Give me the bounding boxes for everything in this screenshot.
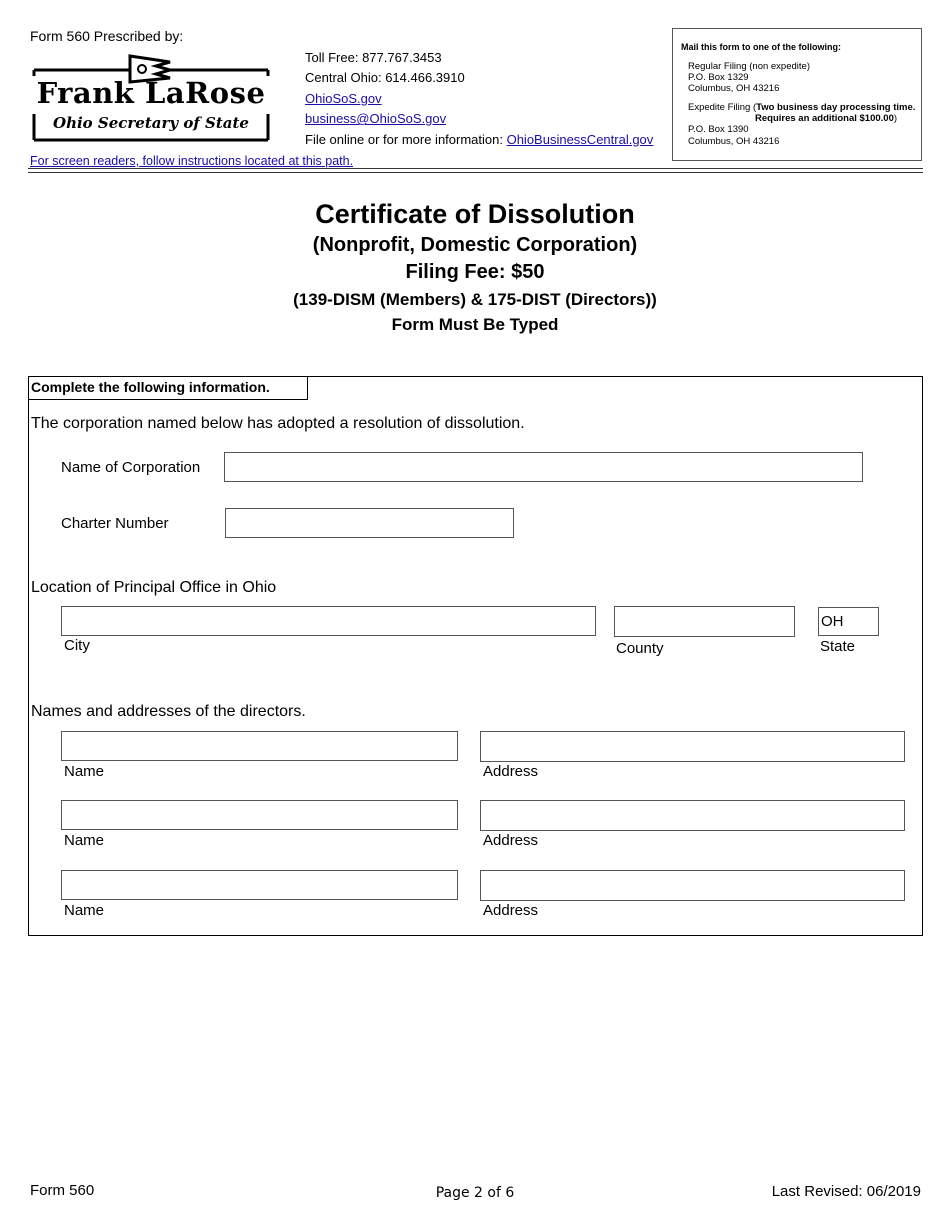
- email-link[interactable]: business@OhioSoS.gov: [305, 111, 447, 127]
- filing-fee: Filing Fee: $50: [405, 261, 545, 283]
- director-address-input[interactable]: [481, 732, 904, 761]
- county-input[interactable]: [615, 607, 794, 636]
- regular-po-box: P.O. Box 1329: [688, 72, 749, 84]
- form-must-be-typed: Form Must Be Typed: [391, 315, 559, 334]
- director-address-input[interactable]: [481, 871, 904, 900]
- director-name-field[interactable]: [61, 870, 458, 900]
- city-label: City: [64, 637, 90, 654]
- filing-codes: (139-DISM (Members) & 175-DIST (Directors)): [293, 290, 657, 309]
- director-address-input[interactable]: [481, 801, 904, 830]
- corporation-name-label: Name of Corporation: [61, 459, 201, 476]
- director-name-input[interactable]: [62, 801, 457, 829]
- regular-filing: [688, 61, 810, 95]
- location-heading: Location of Principal Office in Ohio: [31, 579, 277, 596]
- state-field[interactable]: [818, 607, 879, 636]
- toll-free: Toll Free: 877.767.3453: [305, 50, 442, 65]
- regular-filing-label: Regular Filing (non expedite): [688, 61, 810, 72]
- director-address-label: Address: [483, 763, 539, 780]
- director-name-label: Name: [64, 763, 105, 780]
- director-name-field[interactable]: [61, 731, 458, 761]
- logo-subtitle: Ohio Secretary of State: [53, 114, 249, 132]
- header-rule-bottom: [28, 172, 923, 173]
- sos-logo: [30, 52, 272, 144]
- form-section: [28, 376, 923, 936]
- director-address-field[interactable]: [480, 800, 905, 831]
- charter-number-input[interactable]: [226, 509, 513, 537]
- expedite-prefix: Expedite Filing (: [688, 102, 757, 113]
- city-field[interactable]: [61, 606, 596, 636]
- page-title: Certificate of Dissolution: [315, 199, 635, 229]
- website-link[interactable]: OhioSoS.gov: [305, 90, 382, 106]
- director-name-field[interactable]: [61, 800, 458, 830]
- expedite-filing: [688, 102, 918, 147]
- section-tab: Complete the following information.: [29, 377, 308, 400]
- file-online-line: [305, 130, 653, 150]
- county-field[interactable]: [614, 606, 795, 637]
- director-name-input[interactable]: [62, 732, 457, 760]
- mail-instructions-box: [672, 28, 922, 161]
- charter-number-label: Charter Number: [61, 515, 169, 532]
- director-address-label: Address: [483, 902, 539, 919]
- director-address-label: Address: [483, 832, 539, 849]
- expedite-city: Columbus, OH 43216: [688, 135, 780, 147]
- mail-box-title: Mail this form to one of the following:: [681, 42, 841, 52]
- page-subtitle: (Nonprofit, Domestic Corporation): [312, 234, 638, 256]
- state-input[interactable]: [819, 608, 878, 635]
- expedite-suffix: ): [893, 113, 898, 125]
- title-block: [0, 196, 950, 336]
- director-name-label: Name: [64, 902, 105, 919]
- footer-page-number: Page 2 of 6: [435, 1185, 515, 1201]
- expedite-note-2: Requires an additional $100.00: [755, 113, 894, 125]
- footer-last-revised: Last Revised: 06/2019: [771, 1183, 921, 1200]
- header-rule-top: [28, 168, 923, 169]
- city-input[interactable]: [62, 607, 595, 635]
- central-ohio-phone: Central Ohio: 614.466.3910: [305, 70, 465, 86]
- director-address-field[interactable]: [480, 731, 905, 762]
- state-label: State: [820, 638, 856, 655]
- logo-name: Frank LaRose: [36, 76, 266, 110]
- corporation-name-input[interactable]: [225, 453, 862, 481]
- prescribed-by: Form 560 Prescribed by:: [30, 28, 184, 44]
- expedite-note-1: Two business day processing time.: [756, 102, 916, 113]
- file-online-text: File online or for more information:: [305, 131, 507, 147]
- charter-number-field[interactable]: [225, 508, 514, 538]
- expedite-po-box: P.O. Box 1390: [688, 124, 749, 136]
- director-address-field[interactable]: [480, 870, 905, 901]
- director-name-input[interactable]: [62, 871, 457, 899]
- county-label: County: [616, 640, 664, 657]
- screen-reader-link[interactable]: For screen readers, follow instructions located at this path.: [30, 154, 354, 168]
- contact-block: [305, 48, 653, 150]
- regular-city: Columbus, OH 43216: [688, 83, 780, 95]
- business-central-link[interactable]: OhioBusinessCentral.gov: [506, 131, 654, 147]
- corporation-name-field[interactable]: [224, 452, 863, 482]
- footer-form-number: Form 560: [30, 1182, 95, 1199]
- director-name-label: Name: [64, 832, 105, 849]
- directors-heading: Names and addresses of the directors.: [31, 703, 306, 720]
- intro-text: The corporation named below has adopted a resolution of dissolution.: [31, 415, 525, 432]
